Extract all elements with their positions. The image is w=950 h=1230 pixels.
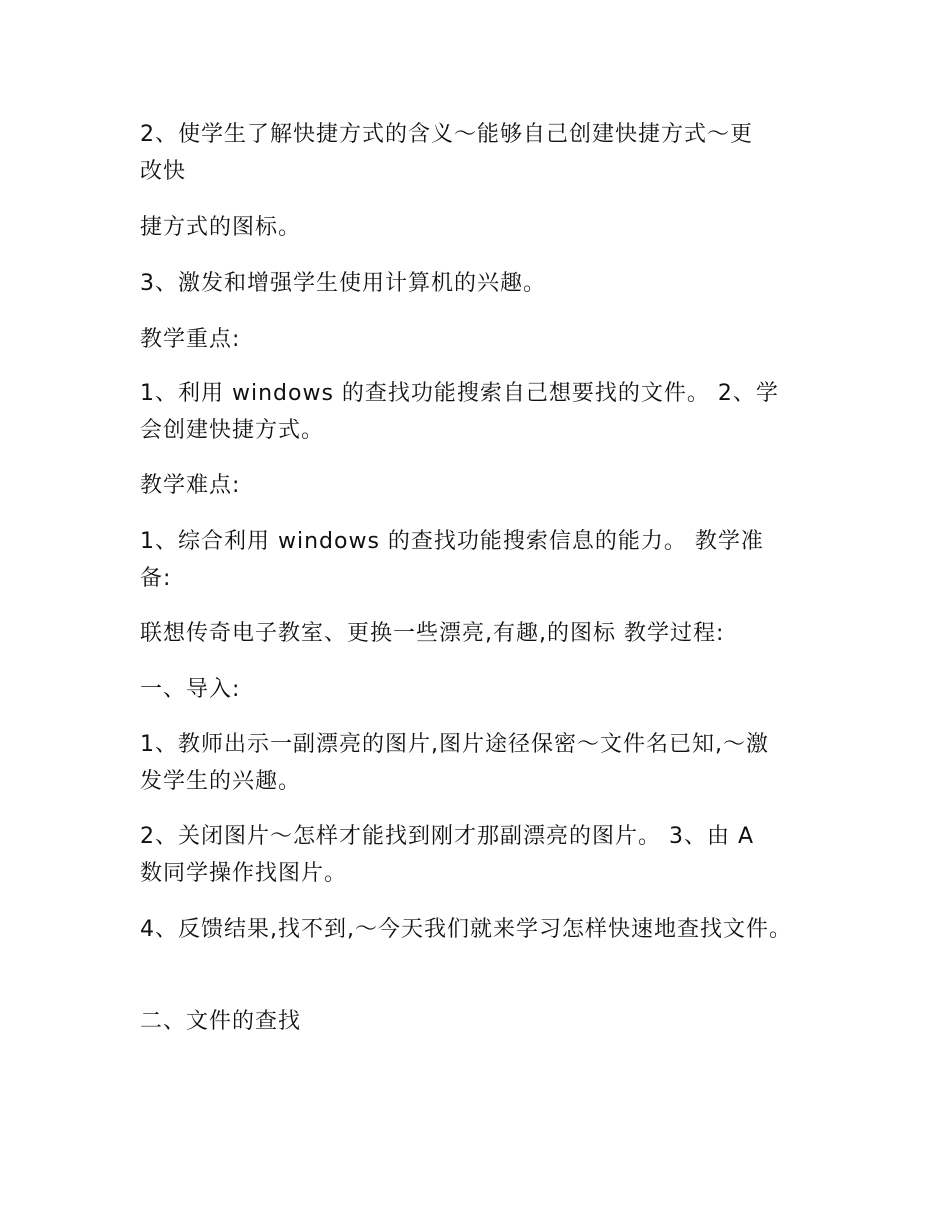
text-line: 会创建快捷方式。 [140,418,325,443]
text-line: 捷方式的图标。 [140,215,302,240]
paragraph-intro-step-2 [140,818,830,892]
paragraph-objective-2 [140,116,830,190]
text-line: 改快 [140,159,187,184]
paragraph-objective-3 [140,265,830,302]
text-line: 二、文件的查找 [140,1009,302,1034]
text-line: 联想传奇电子教室、更换一些漂亮,有趣,的图标 教学过程: [140,621,725,646]
text-line: 教学重点: [140,327,241,352]
text-line: 2、关闭图片～怎样才能找到刚才那副漂亮的图片。 3、由 A [140,824,755,849]
text-line: 备: [140,566,172,591]
text-line: 教学难点: [140,473,241,498]
paragraph-objective-2-cont [140,209,830,246]
paragraph-key-points [140,375,830,449]
text-line: 发学生的兴趣。 [140,769,302,794]
heading-file-search [140,1003,830,1040]
text-line: 1、教师出示一副漂亮的图片,图片途径保密～文件名已知,～激 [140,732,769,757]
paragraph-intro-step-4 [140,911,830,948]
heading-difficulties [140,467,830,504]
text-line: 数同学操作找图片。 [140,861,348,886]
text-line: 1、利用 windows 的查找功能搜索自己想要找的文件。 2、学 [140,381,779,406]
paragraph-difficulties [140,523,830,597]
heading-key-points [140,321,830,358]
text-line: 1、综合利用 windows 的查找功能搜索信息的能力。 教学准 [140,529,764,554]
text-line: 2、使学生了解快捷方式的含义～能够自己创建快捷方式～更 [140,122,753,147]
text-line: 3、激发和增强学生使用计算机的兴趣。 [140,271,546,296]
heading-introduction [140,671,830,708]
paragraph-preparation [140,615,830,652]
text-line: 4、反馈结果,找不到,～今天我们就来学习怎样快速地查找文件。 [140,917,792,942]
text-line: 一、导入: [140,677,241,702]
paragraph-intro-step-1 [140,726,830,800]
